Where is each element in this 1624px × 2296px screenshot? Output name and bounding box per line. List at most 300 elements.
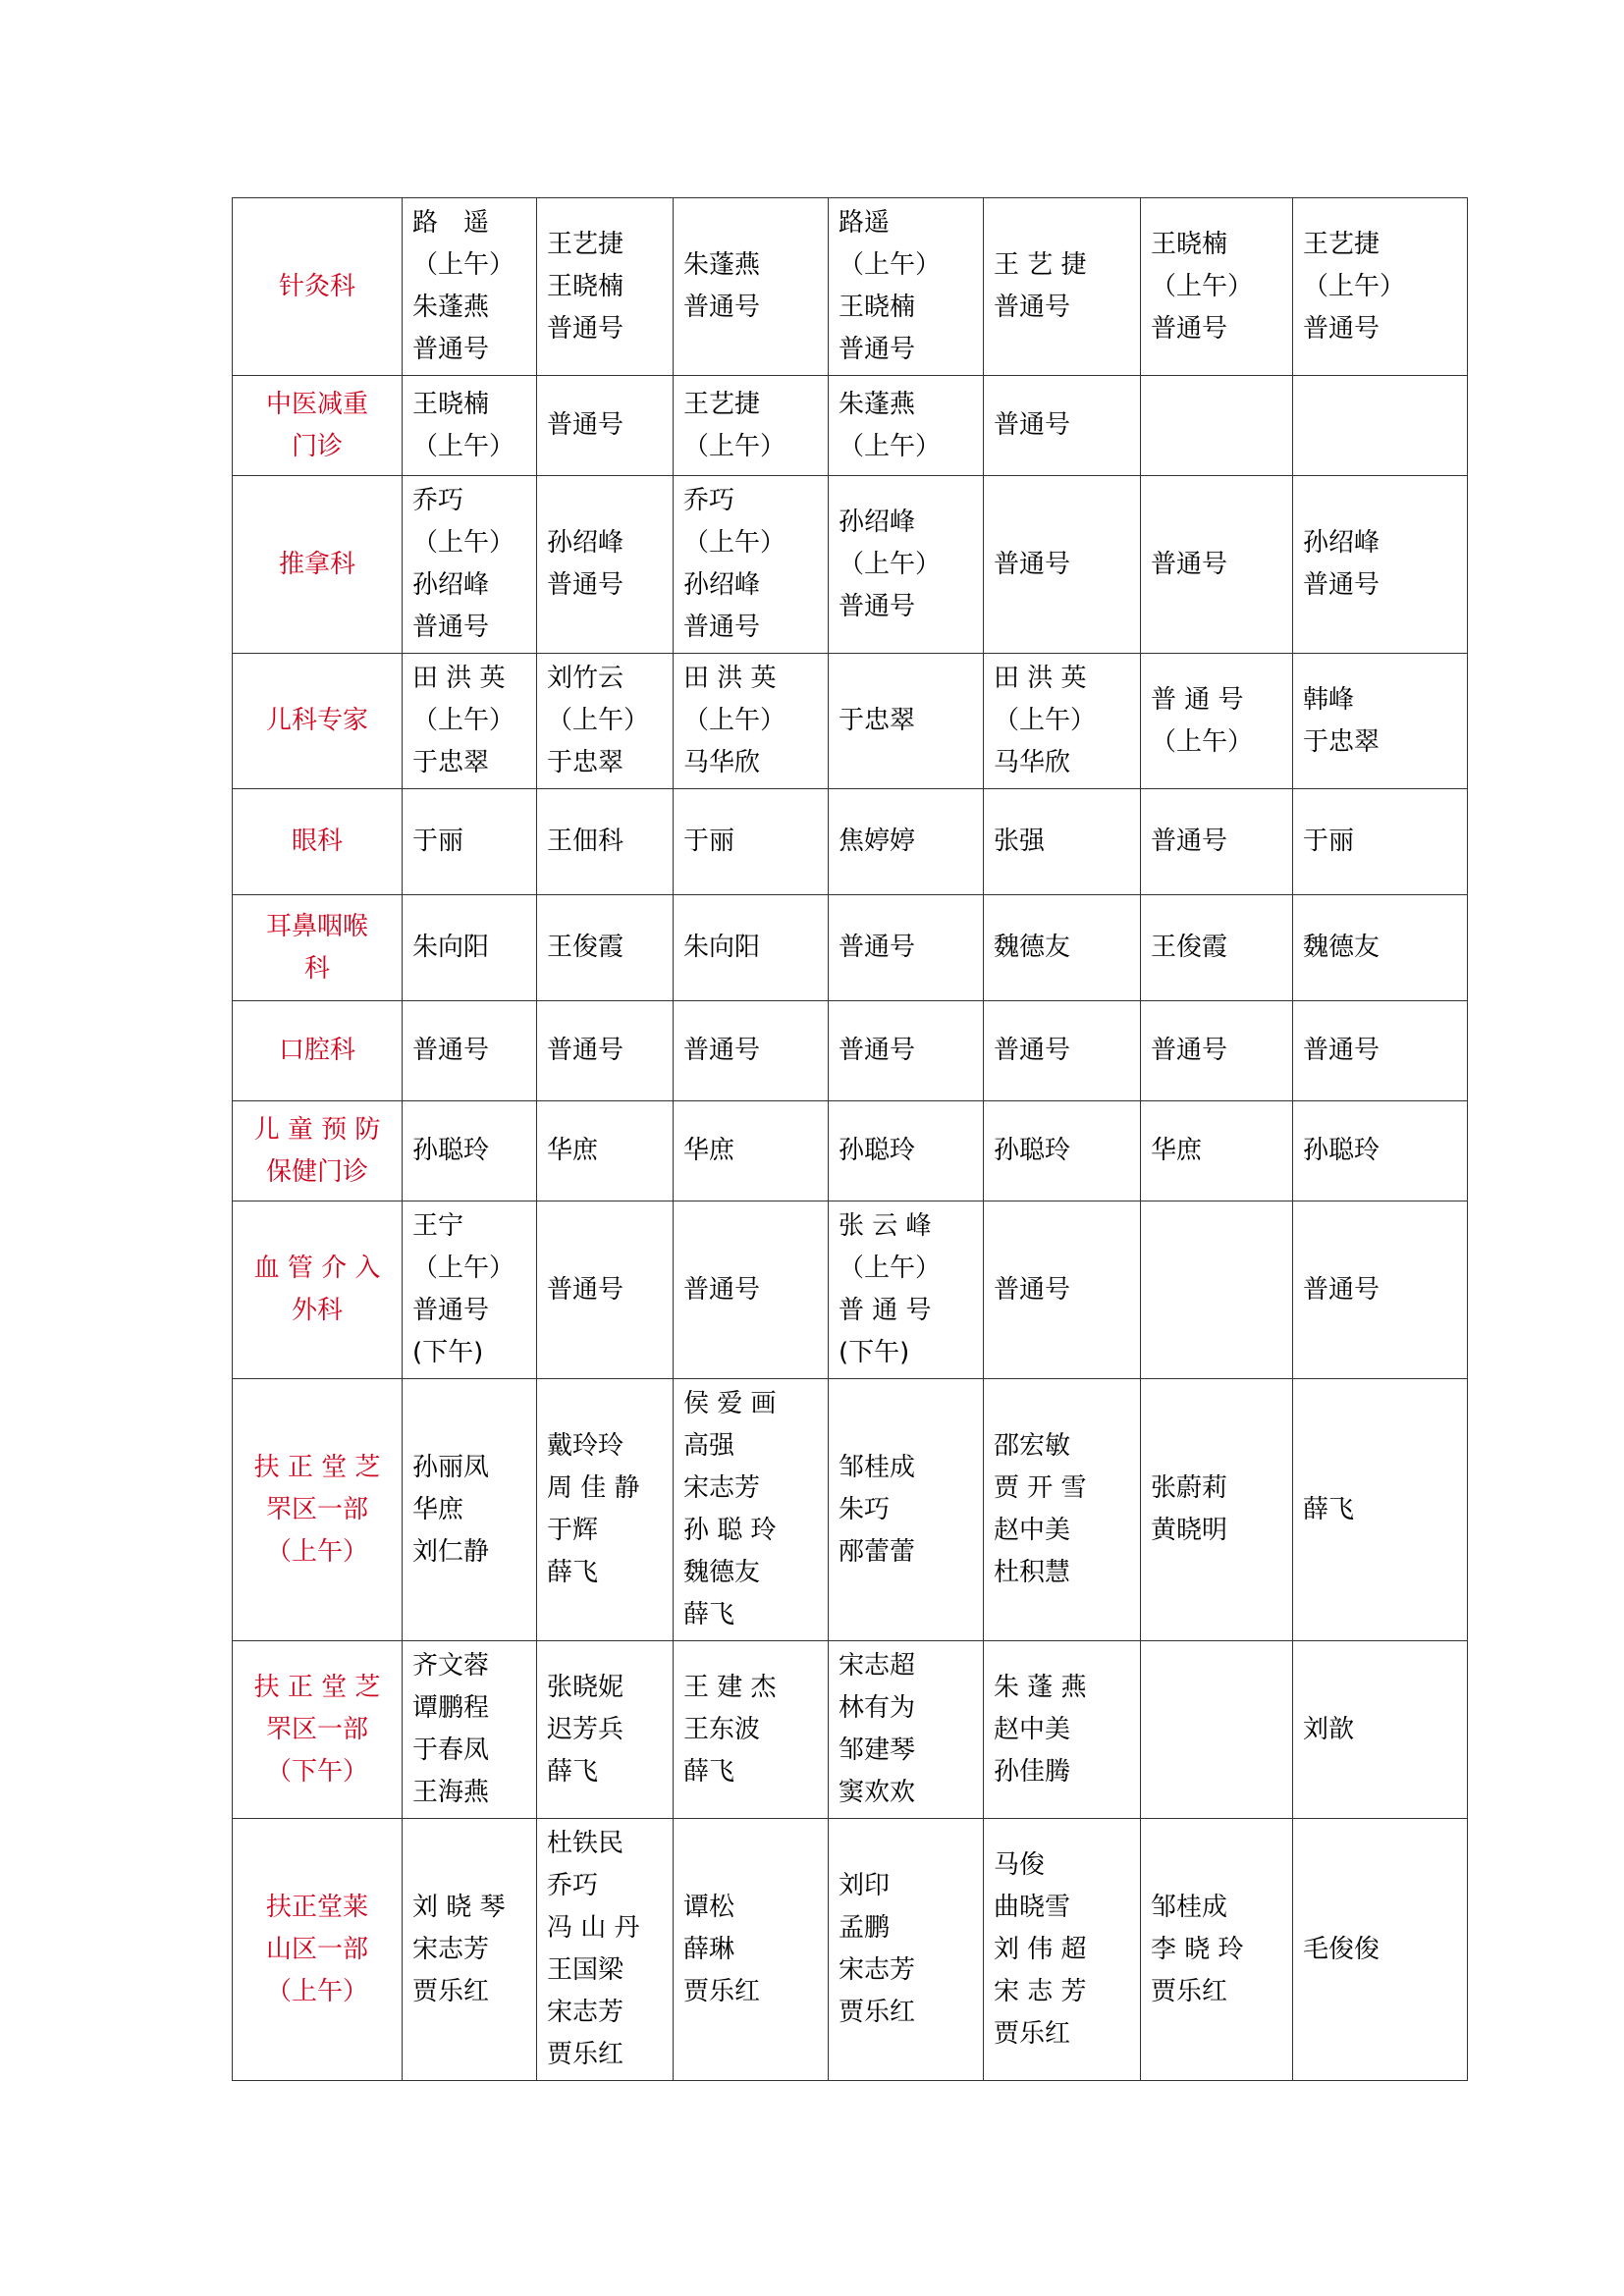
doctor-entry: 王国梁 (547, 1955, 624, 1985)
doctor-entry: 邵宏敏 (994, 1431, 1071, 1461)
department-name-line: 扶正堂莱 (265, 1892, 368, 1922)
schedule-cell (537, 376, 674, 476)
doctor-entry: 薛飞 (1303, 1494, 1355, 1524)
doctor-entry: 孟鹏 (839, 1913, 891, 1943)
department-name (233, 895, 403, 1001)
schedule-cell (1141, 476, 1293, 654)
doctor-entry: （上午） (683, 431, 786, 461)
schedule-cell (1141, 895, 1293, 1001)
schedule-cell (1141, 1819, 1293, 2081)
schedule-cell (984, 1101, 1141, 1201)
schedule-row (233, 1379, 1468, 1641)
doctor-entry: 曲晓雪 (994, 1892, 1071, 1922)
schedule-cell (829, 1379, 984, 1641)
doctor-entry: 孙绍峰 (839, 507, 916, 537)
department-name-line: （上午） (265, 1536, 368, 1567)
doctor-entry: 薛飞 (547, 1558, 599, 1587)
doctor-entry: 薛飞 (683, 1756, 735, 1787)
schedule-cell (537, 1641, 674, 1819)
doctor-entry: 宋 志 芳 (994, 1976, 1087, 2006)
doctor-entry: 朱向阳 (412, 933, 490, 962)
doctor-entry: 焦婷婷 (839, 827, 916, 856)
schedule-row (233, 789, 1468, 895)
schedule-cell (984, 1201, 1141, 1379)
schedule-cell (537, 476, 674, 654)
doctor-entry: 田 洪 英 (412, 664, 506, 693)
doctor-entry: 普通号 (839, 335, 916, 364)
doctor-entry: 宋志芳 (683, 1473, 761, 1503)
doctor-entry: 张晓妮 (547, 1672, 624, 1702)
doctor-entry: 王晓楠 (412, 389, 490, 419)
department-name-line: 罘区一部 (265, 1494, 368, 1524)
doctor-entry: 普通号 (412, 613, 490, 642)
doctor-entry: 于忠翠 (412, 748, 490, 777)
doctor-entry: 林有为 (839, 1693, 916, 1723)
schedule-cell (403, 1641, 537, 1819)
schedule-cell (537, 1201, 674, 1379)
schedule-cell (829, 654, 984, 789)
schedule-cell (674, 198, 829, 376)
doctor-entry: 毛俊俊 (1303, 1934, 1380, 1964)
doctor-entry: 马华欣 (683, 748, 761, 777)
schedule-cell (537, 654, 674, 789)
doctor-entry: 普通号 (547, 313, 624, 344)
doctor-entry: 普通号 (994, 549, 1071, 579)
schedule-cell (1141, 1201, 1293, 1379)
doctor-entry: 迟芳兵 (547, 1714, 624, 1744)
doctor-entry: 王艺捷 (1303, 229, 1380, 259)
doctor-entry: 孙聪玲 (839, 1136, 916, 1165)
schedule-cell (403, 1001, 537, 1101)
doctor-entry: 冯 山 丹 (547, 1913, 640, 1943)
doctor-entry: 普通号 (839, 933, 916, 962)
doctor-entry: 黄晓明 (1151, 1516, 1228, 1545)
schedule-cell (403, 198, 537, 376)
department-name (233, 1201, 403, 1379)
schedule-cell (829, 895, 984, 1001)
doctor-entry: 刘仁静 (412, 1536, 490, 1567)
doctor-entry: （上午） (412, 1254, 515, 1283)
schedule-row (233, 654, 1468, 789)
doctor-entry: 邹桂成 (839, 1452, 916, 1482)
doctor-entry: 普通号 (1151, 1036, 1228, 1065)
doctor-entry: 于丽 (412, 827, 464, 856)
schedule-cell (537, 1819, 674, 2081)
department-name-line: 针灸科 (278, 271, 355, 301)
schedule-cell (1293, 895, 1468, 1001)
doctor-entry: 于辉 (547, 1516, 599, 1545)
doctor-entry: 乔巧 (547, 1871, 599, 1900)
department-name (233, 654, 403, 789)
doctor-entry: 路遥 (839, 208, 891, 238)
doctor-entry: 于忠翠 (547, 748, 624, 777)
schedule-cell (1293, 789, 1468, 895)
schedule-cell (674, 1201, 829, 1379)
schedule-cell (1293, 1201, 1468, 1379)
doctor-entry: 华庶 (683, 1136, 735, 1165)
schedule-cell (403, 1819, 537, 2081)
department-name-line: 血 管 介 入 (253, 1254, 381, 1283)
doctor-entry: 刘印 (839, 1871, 891, 1900)
schedule-cell (984, 376, 1141, 476)
doctor-entry: 于春凤 (412, 1735, 490, 1765)
schedule-cell (1141, 1101, 1293, 1201)
schedule-cell (403, 1379, 537, 1641)
department-name-line: 科 (303, 953, 330, 984)
doctor-entry: （上午） (683, 706, 786, 735)
schedule-cell (537, 1101, 674, 1201)
doctor-entry: 孙绍峰 (1303, 528, 1380, 558)
department-name (233, 1001, 403, 1101)
schedule-cell (984, 476, 1141, 654)
schedule-row (233, 376, 1468, 476)
doctor-entry: 杜积慧 (994, 1558, 1071, 1587)
doctor-entry: （上午） (839, 1254, 942, 1283)
doctor-entry: 薛琳 (683, 1934, 735, 1964)
schedule-cell (674, 1001, 829, 1101)
schedule-cell (984, 1641, 1141, 1819)
schedule-cell (829, 476, 984, 654)
department-name-line: （下午） (265, 1756, 368, 1787)
department-name-line: 儿 童 预 防 (253, 1114, 381, 1145)
doctor-entry: 朱向阳 (683, 933, 761, 962)
doctor-entry: 普通号 (683, 1036, 761, 1065)
doctor-entry: （上午） (1303, 271, 1406, 301)
doctor-entry: 朱 蓬 燕 (994, 1672, 1087, 1702)
schedule-cell (537, 789, 674, 895)
doctor-entry: 魏德友 (683, 1558, 761, 1587)
doctor-entry: 王俊霞 (547, 933, 624, 962)
schedule-cell (403, 895, 537, 1001)
doctor-entry: 王东波 (683, 1714, 761, 1744)
doctor-entry: 王俊霞 (1151, 933, 1228, 962)
schedule-cell (537, 1001, 674, 1101)
schedule-cell (829, 1819, 984, 2081)
doctor-entry: 普通号 (1151, 549, 1228, 579)
doctor-entry: 朱蓬燕 (683, 250, 761, 280)
department-name-line: 儿科专家 (265, 706, 368, 735)
doctor-entry: 乔巧 (412, 486, 464, 515)
doctor-entry: 孙丽凤 (412, 1452, 490, 1482)
doctor-entry: 普 通 号 (839, 1296, 932, 1325)
doctor-entry: （上午） (412, 431, 515, 461)
schedule-cell (1293, 654, 1468, 789)
department-name-line: 罘区一部 (265, 1714, 368, 1744)
schedule-cell (1293, 1379, 1468, 1641)
department-name (233, 789, 403, 895)
doctor-entry: 孙 聪 玲 (683, 1516, 777, 1545)
schedule-cell (1293, 1641, 1468, 1819)
schedule-cell (674, 895, 829, 1001)
doctor-entry: 马华欣 (994, 748, 1071, 777)
doctor-entry: 贾乐红 (839, 1998, 916, 2027)
department-name-line: 山区一部 (265, 1934, 368, 1964)
doctor-entry: 华庶 (1151, 1136, 1203, 1165)
doctor-entry: 朱蓬燕 (412, 293, 490, 322)
schedule-row (233, 1001, 1468, 1101)
doctor-entry: 贾乐红 (1151, 1976, 1228, 2006)
schedule-cell (537, 895, 674, 1001)
department-name-line: 眼科 (291, 827, 343, 856)
schedule-cell (1141, 198, 1293, 376)
schedule-cell (984, 1001, 1141, 1101)
doctor-entry: 王晓楠 (547, 271, 624, 301)
schedule-cell (1141, 654, 1293, 789)
doctor-entry: 魏德友 (1303, 933, 1380, 962)
doctor-entry: 宋志芳 (547, 1998, 624, 2027)
department-name-line: 门诊 (291, 431, 343, 461)
schedule-cell (674, 376, 829, 476)
doctor-entry: 张蔚莉 (1151, 1473, 1228, 1503)
doctor-entry: 贾乐红 (994, 2018, 1071, 2049)
schedule-cell (1293, 198, 1468, 376)
schedule-cell (403, 476, 537, 654)
schedule-cell (1141, 789, 1293, 895)
doctor-entry: 孙聪玲 (1303, 1136, 1380, 1165)
schedule-row (233, 1641, 1468, 1819)
department-name (233, 198, 403, 376)
department-name-line: 口腔科 (278, 1036, 355, 1065)
doctor-entry: 张 云 峰 (839, 1211, 932, 1241)
department-name (233, 1101, 403, 1201)
doctor-entry: 普 通 号 (1151, 684, 1244, 715)
schedule-cell (674, 1819, 829, 2081)
schedule-cell (403, 1201, 537, 1379)
doctor-entry: 邹建琴 (839, 1735, 916, 1765)
doctor-entry: 孙绍峰 (547, 528, 624, 558)
schedule-cell (674, 1641, 829, 1819)
doctor-entry: 王晓楠 (1151, 229, 1228, 259)
doctor-entry: 贾乐红 (412, 1976, 490, 2006)
schedule-cell (674, 1379, 829, 1641)
schedule-row (233, 1201, 1468, 1379)
schedule-cell (1141, 1641, 1293, 1819)
schedule-cell (829, 789, 984, 895)
doctor-entry: 齐文蓉 (412, 1651, 490, 1681)
doctor-entry: 华庶 (547, 1136, 599, 1165)
schedule-body (233, 198, 1468, 2081)
doctor-entry: 朱巧 (839, 1494, 891, 1524)
schedule-cell (829, 1641, 984, 1819)
doctor-entry: 薛飞 (547, 1756, 599, 1787)
doctor-entry: 普通号 (994, 1036, 1071, 1065)
schedule-cell (984, 1379, 1141, 1641)
department-name-line: 保健门诊 (265, 1156, 368, 1187)
doctor-entry: 薛飞 (683, 1600, 735, 1629)
doctor-entry: 普通号 (683, 613, 761, 642)
schedule-cell (674, 789, 829, 895)
doctor-entry: 赵中美 (994, 1714, 1071, 1744)
doctor-entry: 普通号 (1303, 570, 1380, 600)
doctor-entry: 普通号 (412, 1296, 490, 1325)
doctor-entry: 王 艺 捷 (994, 250, 1087, 280)
doctor-entry: 张强 (994, 827, 1046, 856)
doctor-entry: 普通号 (994, 293, 1071, 322)
doctor-entry: 王海燕 (412, 1778, 490, 1807)
department-name-line: 扶 正 堂 芝 (253, 1672, 381, 1702)
doctor-entry: 普通号 (412, 1036, 490, 1065)
doctor-entry: （上午） (1151, 271, 1254, 301)
doctor-entry: 普通号 (1303, 1036, 1380, 1065)
doctor-entry: 赵中美 (994, 1516, 1071, 1545)
doctor-entry: 普通号 (839, 1036, 916, 1065)
doctor-entry: 刘歆 (1303, 1714, 1355, 1744)
doctor-entry: 田 洪 英 (683, 664, 777, 693)
schedule-cell (1141, 1001, 1293, 1101)
schedule-row (233, 1819, 1468, 2081)
doctor-entry: 于丽 (683, 827, 735, 856)
schedule-cell (403, 1101, 537, 1201)
department-name (233, 1379, 403, 1641)
schedule-cell (984, 895, 1141, 1001)
doctor-entry: 贾乐红 (547, 2040, 624, 2069)
doctor-entry: 侯 爱 画 (683, 1389, 777, 1418)
department-name (233, 476, 403, 654)
doctor-entry: 王艺捷 (683, 389, 761, 419)
schedule-cell (984, 654, 1141, 789)
department-name-line: 中医减重 (265, 389, 368, 419)
doctor-entry: 孙绍峰 (683, 570, 761, 600)
schedule-row (233, 895, 1468, 1001)
schedule-cell (1293, 476, 1468, 654)
doctor-entry: 贾 开 雪 (994, 1473, 1087, 1503)
doctor-entry: 普通号 (994, 410, 1071, 440)
schedule-cell (674, 476, 829, 654)
doctor-entry: 王晓楠 (839, 293, 916, 322)
doctor-entry: 于丽 (1303, 827, 1355, 856)
doctor-entry: 普通号 (547, 1036, 624, 1065)
doctor-entry: 李 晓 玲 (1151, 1934, 1244, 1964)
schedule-cell (1141, 1379, 1293, 1641)
doctor-entry: 刘 晓 琴 (412, 1892, 506, 1922)
schedule-table (232, 197, 1468, 2081)
doctor-entry: （上午） (839, 250, 942, 280)
doctor-entry: 普通号 (839, 591, 916, 621)
schedule-cell (403, 789, 537, 895)
doctor-entry: 普通号 (994, 1274, 1071, 1305)
schedule-cell (829, 376, 984, 476)
doctor-entry: 朱蓬燕 (839, 389, 916, 419)
doctor-entry: 宋志芳 (839, 1955, 916, 1985)
doctor-entry: （上午） (994, 706, 1097, 735)
doctor-entry: （上午） (839, 549, 942, 579)
doctor-entry: 乔巧 (683, 486, 735, 515)
doctor-entry: 于忠翠 (1303, 726, 1380, 757)
schedule-cell (829, 1201, 984, 1379)
schedule-cell (537, 198, 674, 376)
doctor-entry: （上午） (412, 706, 515, 735)
doctor-entry: 普通号 (547, 570, 624, 600)
schedule-cell (1293, 1001, 1468, 1101)
schedule-cell (1141, 376, 1293, 476)
department-name (233, 1819, 403, 2081)
schedule-cell (403, 654, 537, 789)
schedule-cell (829, 1101, 984, 1201)
doctor-entry: （上午） (839, 431, 942, 461)
doctor-entry: 普通号 (547, 410, 624, 440)
doctor-entry: 王佃科 (547, 827, 624, 856)
schedule-cell (674, 654, 829, 789)
doctor-entry: 魏德友 (994, 933, 1071, 962)
doctor-entry: 窦欢欢 (839, 1778, 916, 1807)
doctor-entry: 高强 (683, 1431, 735, 1461)
schedule-cell (1293, 1101, 1468, 1201)
doctor-entry: 韩峰 (1303, 684, 1355, 715)
schedule-cell (1293, 376, 1468, 476)
schedule-cell (984, 1819, 1141, 2081)
doctor-entry: (下午) (839, 1338, 910, 1367)
doctor-entry: （上午） (412, 528, 515, 558)
doctor-entry: （上午） (1151, 726, 1254, 757)
schedule-cell (829, 198, 984, 376)
doctor-entry: 邹桂成 (1151, 1892, 1228, 1922)
doctor-entry: 周 佳 静 (547, 1473, 640, 1503)
doctor-entry: 孙聪玲 (412, 1136, 490, 1165)
schedule-row (233, 198, 1468, 376)
doctor-entry: (下午) (412, 1338, 484, 1367)
doctor-entry: 路 遥 (412, 208, 490, 238)
doctor-entry: 邴蕾蕾 (839, 1536, 916, 1567)
doctor-entry: 刘 伟 超 (994, 1934, 1087, 1964)
doctor-entry: 普通号 (683, 293, 761, 322)
doctor-entry: 贾乐红 (683, 1976, 761, 2006)
doctor-entry: 普通号 (1303, 1274, 1380, 1305)
doctor-entry: 普通号 (1151, 313, 1228, 344)
doctor-entry: 王 建 杰 (683, 1672, 777, 1702)
doctor-entry: （上午） (683, 528, 786, 558)
schedule-cell (829, 1001, 984, 1101)
department-name (233, 1641, 403, 1819)
department-name (233, 376, 403, 476)
doctor-entry: 杜铁民 (547, 1829, 624, 1858)
schedule-cell (984, 789, 1141, 895)
doctor-entry: 普通号 (1151, 827, 1228, 856)
doctor-entry: 孙绍峰 (412, 570, 490, 600)
schedule-cell (984, 198, 1141, 376)
doctor-entry: 华庶 (412, 1494, 464, 1524)
schedule-cell (537, 1379, 674, 1641)
doctor-entry: 马俊 (994, 1849, 1046, 1880)
doctor-entry: 谭鹏程 (412, 1693, 490, 1723)
department-name-line: 扶 正 堂 芝 (253, 1452, 381, 1482)
doctor-entry: 田 洪 英 (994, 664, 1087, 693)
doctor-entry: 王艺捷 (547, 229, 624, 259)
schedule-cell (403, 376, 537, 476)
department-name-line: （上午） (265, 1976, 368, 2006)
doctor-entry: 王宁 (412, 1211, 464, 1241)
schedule-cell (674, 1101, 829, 1201)
schedule-row (233, 1101, 1468, 1201)
doctor-entry: 戴玲玲 (547, 1431, 624, 1461)
doctor-entry: （上午） (412, 250, 515, 280)
department-name-line: 外科 (291, 1296, 343, 1325)
schedule-cell (1293, 1819, 1468, 2081)
department-name-line: 推拿科 (278, 549, 355, 579)
doctor-entry: 普通号 (683, 1274, 761, 1305)
department-name-line: 耳鼻咽喉 (265, 911, 368, 941)
doctor-entry: 孙佳腾 (994, 1756, 1071, 1787)
doctor-entry: 宋志超 (839, 1651, 916, 1681)
doctor-entry: 孙聪玲 (994, 1136, 1071, 1165)
schedule-row (233, 476, 1468, 654)
doctor-entry: 普通号 (1303, 313, 1380, 344)
doctor-entry: 于忠翠 (839, 706, 916, 735)
doctor-entry: 谭松 (683, 1892, 735, 1922)
doctor-entry: 普通号 (547, 1274, 624, 1305)
doctor-entry: 刘竹云 (547, 664, 624, 693)
doctor-entry: 宋志芳 (412, 1934, 490, 1964)
doctor-entry: （上午） (547, 706, 650, 735)
